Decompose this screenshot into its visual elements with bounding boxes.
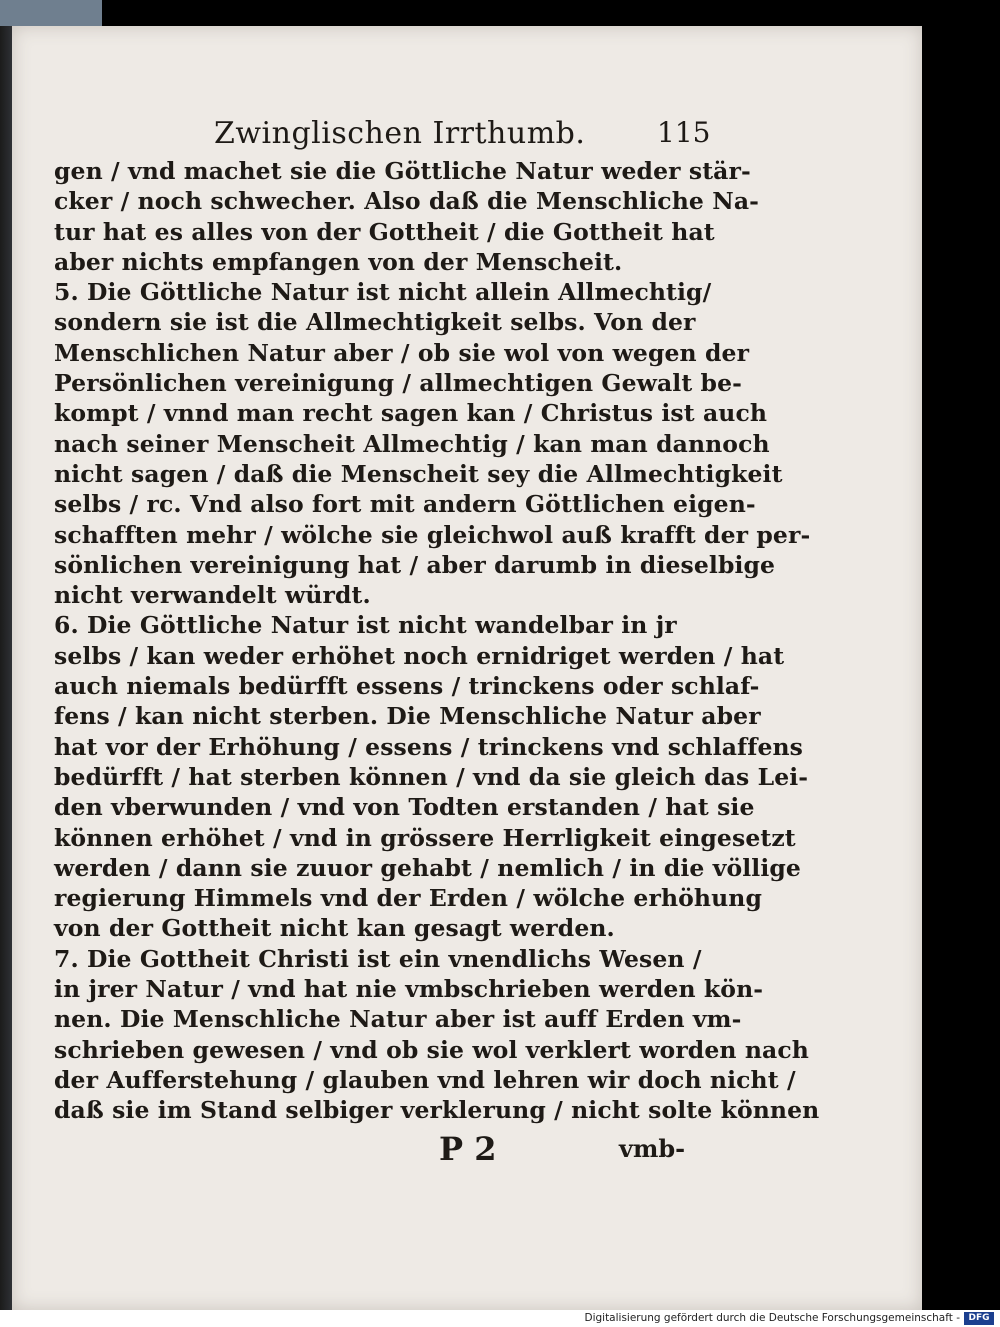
book-page bbox=[12, 26, 922, 1310]
text-line: kompt / vnnd man recht sagen kan / Christus ist auch bbox=[54, 399, 768, 428]
text-line: cker / noch schwecher. Also daß die Menschliche Na- bbox=[54, 187, 759, 216]
text-line: sönlichen vereinigung hat / aber darumb in dieselbige bbox=[54, 550, 776, 579]
text-line: 6. Die Göttliche Natur ist nicht wandelbar in jr bbox=[54, 611, 677, 640]
text-line: selbs / kan weder erhöhet noch ernidriget werden / hat bbox=[54, 641, 785, 670]
text-line: daß sie im Stand selbiger verklerung / nicht solte können bbox=[54, 1096, 820, 1125]
credit-bar bbox=[0, 1310, 1000, 1327]
body-text bbox=[54, 156, 820, 1126]
text-line: nen. Die Menschliche Natur aber ist auff Erden vm- bbox=[54, 1005, 742, 1034]
page-header bbox=[54, 100, 711, 156]
signature-mark: P 2 bbox=[439, 1129, 497, 1168]
text-line: 7. Die Gottheit Christi ist ein vnendlichs Wesen / bbox=[54, 944, 702, 973]
text-line: schafften mehr / wölche sie gleichwol auß krafft der per- bbox=[54, 520, 811, 549]
text-line: tur hat es alles von der Gottheit / die Gottheit hat bbox=[54, 217, 715, 246]
text-line: schrieben gewesen / vnd ob sie wol verklert worden nach bbox=[54, 1035, 809, 1064]
text-line: bedürfft / hat sterben können / vnd da sie gleich das Lei- bbox=[54, 762, 809, 791]
binding-edge bbox=[0, 0, 102, 26]
running-head: Zwinglischen Irrthumb. bbox=[214, 116, 586, 151]
text-line: sondern sie ist die Allmechtigkeit selbs. Von der bbox=[54, 308, 696, 337]
credit-text: Digitalisierung gefördert durch die Deutsche Forschungsgemeinschaft - bbox=[584, 1312, 960, 1324]
dfg-logo: DFG bbox=[964, 1312, 994, 1325]
text-line: nicht verwandelt würdt. bbox=[54, 581, 371, 610]
text-line: 5. Die Göttliche Natur ist nicht allein Allmechtig/ bbox=[54, 278, 712, 307]
text-line: Persönlichen vereinigung / allmechtigen Gewalt be- bbox=[54, 369, 742, 398]
text-line: hat vor der Erhöhung / essens / trinckens vnd schlaffens bbox=[54, 732, 804, 761]
text-line: werden / dann sie zuuor gehabt / nemlich / in die völlige bbox=[54, 853, 801, 882]
text-line: nach seiner Menscheit Allmechtig / kan man dannoch bbox=[54, 429, 770, 458]
text-line: fens / kan nicht sterben. Die Menschliche Natur aber bbox=[54, 702, 761, 731]
catchword: vmb- bbox=[619, 1133, 686, 1163]
text-line: regierung Himmels vnd der Erden / wölche erhöhung bbox=[54, 884, 763, 913]
text-line: auch niemals bedürfft essens / trinckens oder schlaf- bbox=[54, 672, 760, 701]
text-line: nicht sagen / daß die Menscheit sey die Allmechtigkeit bbox=[54, 459, 783, 488]
text-line: selbs / rc. Vnd also fort mit andern Göttlichen eigen- bbox=[54, 490, 756, 519]
text-line: den vberwunden / vnd von Todten erstanden / hat sie bbox=[54, 793, 755, 822]
text-line: der Aufferstehung / glauben vnd lehren wir doch nicht / bbox=[54, 1065, 796, 1094]
text-block bbox=[54, 100, 820, 1170]
text-line: von der Gottheit nicht kan gesagt werden. bbox=[54, 914, 615, 943]
text-line: aber nichts empfangen von der Menscheit. bbox=[54, 247, 623, 276]
text-line: können erhöhet / vnd in grössere Herrligkeit eingesetzt bbox=[54, 823, 796, 852]
text-line: gen / vnd machet sie die Göttliche Natur weder stär- bbox=[54, 157, 751, 185]
text-line: Menschlichen Natur aber / ob sie wol von wegen der bbox=[54, 338, 750, 367]
page-footer bbox=[54, 1130, 694, 1170]
text-line: in jrer Natur / vnd hat nie vmbschrieben werden kön- bbox=[54, 975, 764, 1004]
page-number: 115 bbox=[657, 116, 711, 149]
